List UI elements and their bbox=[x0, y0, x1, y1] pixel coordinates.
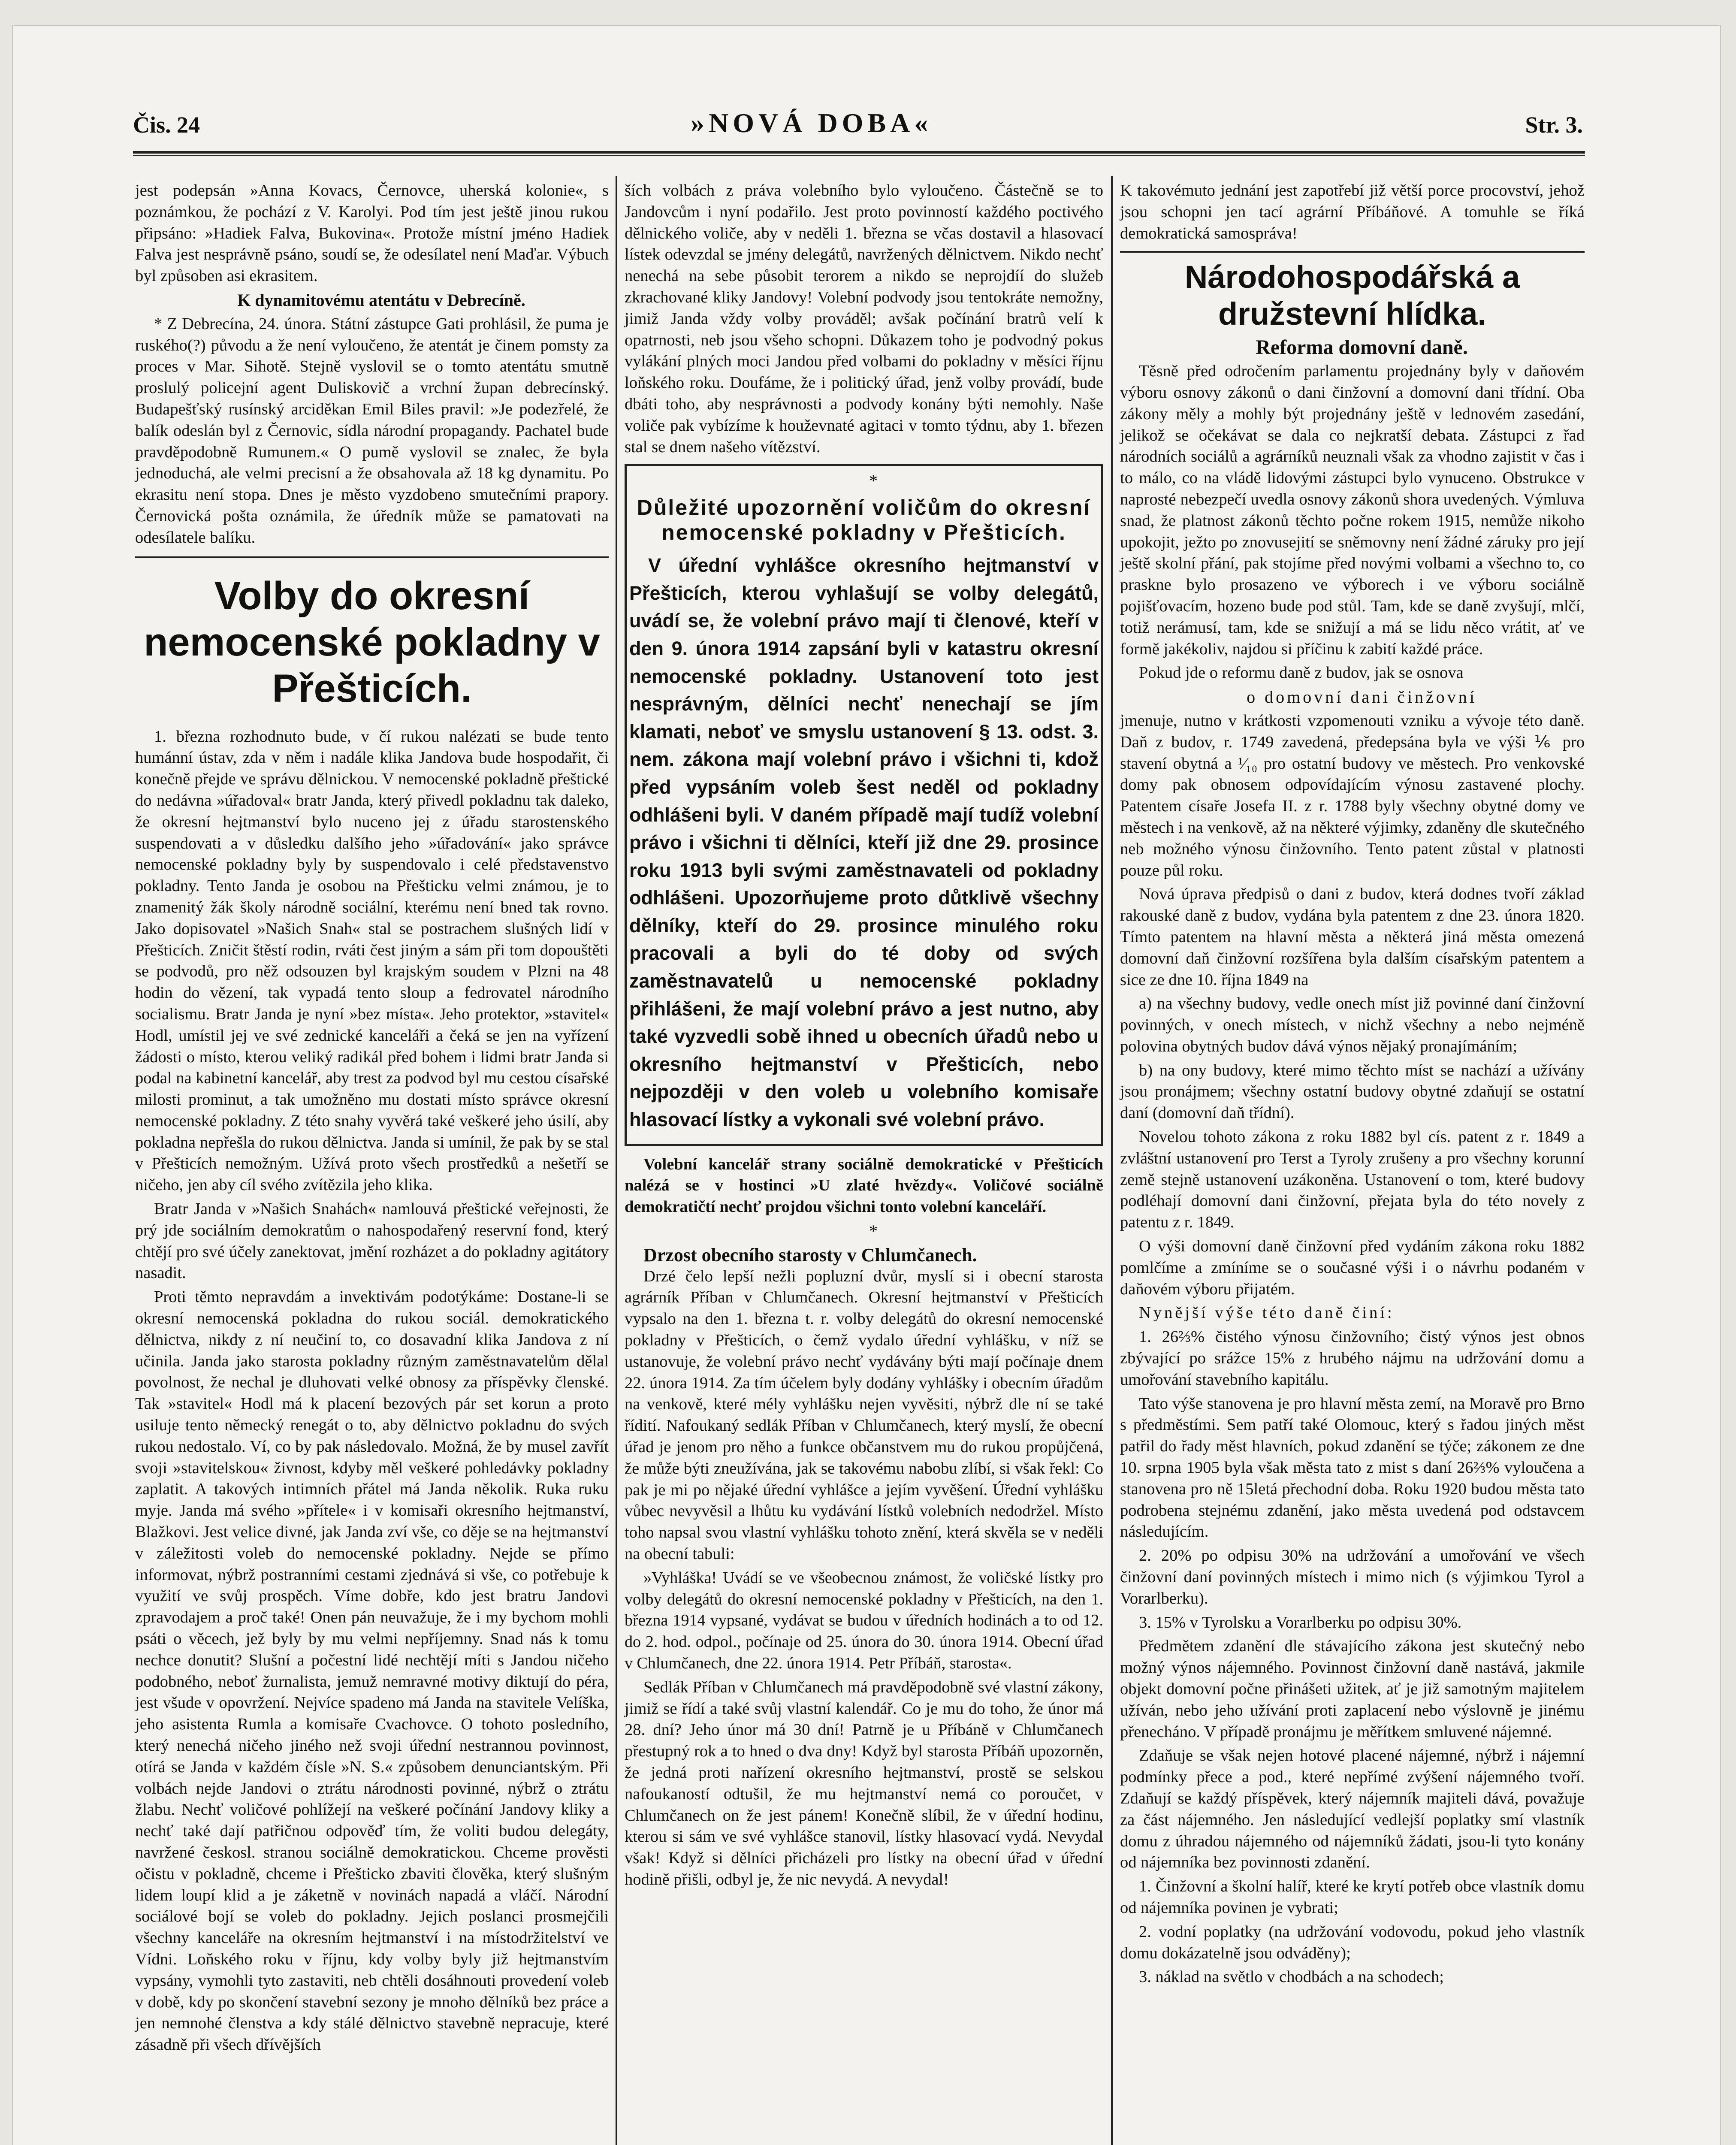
article-text: Nová úprava předpisů o dani z budov, která dodnes tvoří základ rakouské daně z budov, vydána byla patentem z dne 23. února 1820. Tímto patentem na hlavní města a některá jiná města omezená domovní daň činžovní rozšířena byla dalším císařským patentem a sice ze dne 10. října 1849 na bbox=[1120, 885, 1585, 989]
header-rule bbox=[133, 151, 1585, 154]
section-rule bbox=[1120, 251, 1585, 253]
article-text: 1. března rozhodnuto bude, v čí rukou nalézati se bude tento humánní ústav, zda v něm i nadále klika Jandova bude hospodařit, či konečně přejde ve správu dělnickou. V nemocenské pokladně přeštické do nedávna »úřadoval« bratr Janda, který přivedl pokladnu tak daleko, že okresní hejtmanství bylo nuceno jej z úřadu starostenského suspendovati a v důsledku dalšího jeho »úřadování« jako správce nemocenské pokladny byly by suspendovalo i celé představenstvo pokladny. Tento Janda je osobou na Přešticku velmi známou, je to znamenitý žák školy národně sociální, kterému není bned tak rovno. Jako dopisovatel »Našich Snah« stal se postrachem slušných lidí v Přešticích. Zničit štěstí rodin, rváti čest jiným a sám při tom dopouštěti se podvodů, pro něž odsouzen byl krajským soudem v Plzni na 48 hodin do vězení, tak vypadá tento sloup a fedrovatel národního socialismu. Bratr Janda je nyní »bez místa«. Jeho protektor, »stavitel« Hodl, umístil jej ve své zednické kanceláři a čeká se jen na vyřízení žádosti o místo, kterou veliký radikál před bohem i lidmi bratr Janda si podal na kabinetní kancelář, aby trest za podvod byl mu cestou císařské milosti prominut, a tak umožněno mu dostati místo správce okresní nemocenské pokladny. Z této snahy vyvěrá také veškeré jeho úsilí, aby pokladna nepřešla do rukou dělnictva. Janda si umínil, že pak by se stal v Přešticích nemožným. Užívá proto všech prostředků a nešetří se ničeho, jen aby cíl svého zvítězila jeho klika. bbox=[135, 727, 609, 1194]
article-text: Pokud jde o reformu daně z budov, jak se osnova bbox=[1139, 664, 1464, 682]
article-text: jest podepsán »Anna Kovacs, Černovce, uherská kolonie«, s poznámkou, že pochází z V. Karolyi. Pod tím jest ještě jinou rukou připsáno: »Hadiek Falva, Bukovina«. Protože místní jméno Hadiek Falva jest nesprávně psáno, soudí se, že odesílatel není Maďar. Výbuch byl způsoben asi ekrasitem. bbox=[135, 181, 609, 285]
notice-box bbox=[625, 464, 1103, 1146]
issue-number: Čis. 24 bbox=[133, 112, 200, 138]
column-divider-2 bbox=[1111, 176, 1113, 2145]
article-text: Předmětem zdanění dle stávajícího zákona jest skutečný nebo možný výnos nájemného. Povinnost činžovní daně nastává, jakmile objekt domovní počne přinášeti užitek, ať je již samotným majitelem užíván, nebo jeho užívání proti zaplacení nebo výslovně je jinému přenecháno. V případě pronájmu je měřítkem smluvené nájemné. bbox=[1120, 1637, 1585, 1741]
section-rule bbox=[135, 556, 609, 558]
article-text: Tato výše stanovena je pro hlavní města zemí, na Moravě pro Brno s předměstími. Sem patří také Olomouc, který s řadou jiných měst patřil do řady měst hlavních, pokud zdanění se týče; zákonem ze dne 10. srpna 1905 byla však města tato z mist s daní 26⅔% vyloučena a stanovena pro ně 15letá přechodní doba. Roku 1920 budou města tato podrobena stejnému zdanění, jako města uvedená pod odstavcem následujícím. bbox=[1120, 1394, 1585, 1541]
notice-text: V úřední vyhlášce okresního hejtmanství v Přešticích, kterou vyhlašují se volby delegátů, uvádí se, že volební právo mají ti členové, kteří v den 9. února 1914 zapsání byli v katastru okresní nemocenské pokladny. Ustanovení toto jest nesprávným, dělníci nechť nenechají se jím klamati, neboť ve smyslu ustanovení § 13. odst. 3. nem. zákona mají volební právo i všichni ti, kdož před vypsáním voleb šest neděl od pokladny odhlášeni byli. V daném případě mají tudíž volební právo i všichni ti dělníci, kteří již dne 29. prosince roku 1913 byli svými zaměstnavateli od pokladny odhlášeni. Upozorňujeme proto důtklivě všechny dělníky, kteří do 29. prosince minulého roku pracovali a byli do té doby od svých zaměstnavatelů u nemocenské pokladny přihlášeni, že mají volební právo a jest nutno, aby také vyzvedli sobě ihned u obecních úřadů nebo u okresního hejtmanství v Přešticích, nebo nejpozději v den voleb u volebního komisaře hlasovací lístky a vykonali své volební právo. bbox=[629, 554, 1099, 1131]
column-divider-1 bbox=[616, 176, 617, 2145]
notice-headline: Důležité upozornění voličům do okresní nemocenské pokladny v Přešticích. bbox=[637, 495, 1091, 545]
article-text: K takovémuto jednání jest zapotřebí již větší porce procovství, jehož jsou schopni jen tací agrární Příbáňové. A tomuhle se říká demokratická samospráva! bbox=[1120, 181, 1585, 242]
article-text: 2. 20% po odpisu 30% na udržování a umořování ve všech činžovní daní povinných místech i mimo nich (s výjimkou Tyrol a Vorarlberku). bbox=[1120, 1547, 1585, 1607]
article-text: Těsně před odročením parlamentu projednány byly v daňovém výboru osnovy zákonů o dani činžovní a domovní dani třídní. Oba zákony měly a mohly být projednány ještě v lednovém zasedání, jelikož se očekávat se dala co nejkratší debata. Zástupci z řad národních sociálů a agrárníků neuznali však za vhodno zajistit v čas i to málo, co na vládě lidovými zástupci bylo vynuceno. Obstrukce v naprosté nebezpečí uvedla osnovy zákonů shora uvedených. Výmluva snad, že platnost zákonů těchto počne rokem 1915, nemůže nikoho upokojit, ježto po znovusejití se sněmovny není žádné záruky pro její ještě skolní přání, pak stojíme před novými volbami a všechno to, co praskne bylo prosazeno ve výborech i ve výboru sociálně pojišťovacím, hozeno bude pod stůl. Tam, kde se daně zvyšují, mlčí, totiž nerámusí, tam, kde se snižují a má se lidu něco vrátit, ať ve formě jakékoliv, najdou si příčinu k zabití každé práce. bbox=[1120, 362, 1585, 658]
article-lead: Drzost obecního starosty v Chlumčanech. bbox=[643, 1244, 977, 1266]
article-text: Nynější výše této daně činí: bbox=[1139, 1304, 1395, 1322]
article-text: 1. Činžovní a školní halíř, které ke krytí potřeb obce vlastník domu od nájemníka povinen je vybrati; bbox=[1120, 1877, 1585, 1917]
column-2 bbox=[625, 180, 1103, 1893]
article-text: Bratr Janda v »Našich Snahách« namlouvá přeštické veřejnosti, že prý jde sociálním demokratům o nahospodařený reservní fond, který chtějí pro své účely zanektovat, jmění rozházet a do pokladny agitátory nasadit. bbox=[135, 1200, 609, 1282]
article-text: 3. náklad na světlo v chodbách a na schodech; bbox=[1139, 1968, 1444, 1986]
article-text: ších volbách z práva volebního bylo vyloučeno. Částečně se to Jandovcům i nyní podařilo. Jest proto povinností každého poctivého dělnického voliče, aby v neděli 1. března se včas dostavil a hlasovací lístek odevzdal se jmény delegátů, navržených dělnictvem. Nikdo nechť nenechá na sebe působit terorem a nikdo se neprojdíí do služeb zkrachované kliky Jandovy! Volební podvody jsou tentokráte nemožny, jimiž Janda vždy volby prováděl; avšak počínání bratrů velí k opatrnosti, neb jsou všeho schopni. Důkazem toho je podvodný pokus vylákání plných moci Jandou před volbami do pokladny v měsíci říjnu loňského roku. Doufáme, že i politický úřad, jenž volby provádí, bude dbáti toho, aby nesprávnosti a podvody konány býti nemohly. Naše voliče pak vybízíme k houževnaté agitaci v tomto týdnu, aby 1. březen stal se dnem našeho vítězství. bbox=[625, 181, 1103, 456]
article-text: Drzé čelo lepší nežli popluzní dvůr, myslí si i obecní starosta agrárník Příban v Chlumčanech. Okresní hejtmanství v Přešticích vypsalo na den 1. března t. r. volby delegátů do okresní nemocenské pokladny v Přešticích, o čemž vydalo úřední vyhlášku, v níž se ustanovuje, že volební právo nechť vydávány býti mají počínaje dnem 22. února 1914. Za tím účelem byly dodány vyhlášky i obecním úřadům na venkově, které mély vyhlášku nejen vyvěsiti, nýbrž dle ní se také řídití. Nafoukaný sedlák Příban v Chlumčanech, který myslí, že obecní úřad je jenom pro něho a funkce občanstvem mu do rukou propůjčená, že může býti zneužívána, jak se takovému nabobu zlíbí, si však řekl: Co pak je mi po nějaké úřední vyhlášce a jejím vyvěšení. Úřední vyhlášku vůbec nevyvěsil a lhůtu ku vydávání lístků volebních nedodržel. Místo toho napsal svou vlastní vyhlášku tohoto znění, která skvěla se v neděli na obecní tabuli: bbox=[625, 1267, 1103, 1563]
column-3 bbox=[1120, 180, 1585, 1991]
article-text: * Z Debrecína, 24. února. Státní zástupce Gati prohlásil, že puma je ruského(?) původu a že není vyloučeno, že atentát je činem pomsty za proces v Mar. Sihotě. Stejně vyslovil se o tomto atentátu smutně proslulý policejní agent Duliskovič a vrchní župan debrecínský. Budapešťský rusínský arciděkan Emil Biles pravil: »Je podezřelé, že balík odeslán byl z Černovic, sídla národní propagandy. Pachatel bude pravděpodobně Rumunem.« O pumě vyslovil se znalec, že byla jednoduchá, ale velmi precisní a že obsahovala až 18 kg dynamitu. Po ekrasitu není stopa. Dnes je město vyzdobeno smutečními prapory. Černovická pošta oznámila, že úředník může se pamatovati na odesílatele balíku. bbox=[135, 314, 609, 547]
article-text: Proti těmto nepravdám a invektivám podotýkáme: Dostane-li se okresní nemocenská pokladna do rukou sociál. demokratického dělnictva, nikdy z ní neučiní to, co dosavadní klika Jandova z ní učinila. Janda jako starosta pokladny různým zaměstnavatelům dělal povolnost, že nechal je dluhovati velké obnosy za příspěvky členské. Tak »stavitel« Hodl má k placení bezových pár set korun a proto usiluje tento německý renegát o to, aby dělnictvo pokladnu do svých rukou nedostalo. Ví, co by pak následovalo. Možná, že by musel zavřít svoji »stavitelskou« živnost, kdyby měl veškeré pohledávky pokladny zaplatit. A takových intimních přátel má Janda několik. Ruka ruku myje. Janda má svého »přítele« i v komisaři okresního hejtmanství, Blažkovi. Jest velice divné, jak Janda zví vše, co děje se na hejtmanství v záležitosti voleb do nemocenské pokladny. Nejde se přímo informovat, nýbrž postranními cestami zjednává si vše, co potřebuje k využití ve svůj prospěch. Víme dobře, kdo jest bratru Jandovi zpravodajem a proč také! Onen pán neuvažuje, že i my bychom mohli psáti o věcech, jež byly by mu velmi nepříjemny. Snad nás k tomu nechce donutit? Slušní a počestní lidé nechtějí míti s Jandou ničeho podobného, neboť žurnalista, jemuž nemravné motivy diktují do péra, jest všude v opovržení. Nejvíce spadeno má Janda na stavitele Velíška, jeho asistenta Rumla a komisaře Cvachovce. O tohoto posledního, který nenechá ničeho jiného než svoji úřední nestrannou povinnost, otírá se Janda v každém čísle »N. S.« způsobem denunciantským. Při volbách nejde Jandovi o ztrátu národnosti povinné, nýbrž o ztrátu žlabu. Nechť voličové pohlížejí na veškeré počínání Jandovy kliky a nechť také dají patřičnou odpověď tím, že voliti budou delegáty, navržené českosl. stranou sociálně demokratickou. Chceme prověsti očistu v pokladně, chceme i Přešticko zbaviti člověka, který slušným lidem loupí klid a je záketně v novinách napadá a vláčí. Národní sociálové bojí se voleb do pokladny. Jejich poslanci prosmejčili všechny kanceláře na okresním hejtmanství i na místodržitelství ve Vídni. Loňského roku v říjnu, kdy volby byly již hejtmanstvím vypsány, vymohli tyto zastaviti, neb chtěli dosáhnouti provedení voleb v době, kdy po skončení stavební sezony je mnoho dělníků bez práce a jen nemnohé členstva a kdy stálé dělnictvo stavebně nepracuje, které zásadně při všech dřívějších bbox=[135, 1288, 609, 2054]
column-1 bbox=[135, 180, 609, 2058]
article-text: O výši domovní daně činžovní před vydáním zákona roku 1882 pomlčíme a zmíníme se o současné výši i o návrhu podaném v daňovém výboru přijatém. bbox=[1120, 1237, 1585, 1298]
article-text: b) na ony budovy, které mimo těchto míst se nachází a užívány jsou pronájmem; všechny ostatní budovy obytné zdaňují se ostatní daní (domovní daň třídní). bbox=[1120, 1061, 1585, 1122]
newspaper-page bbox=[13, 26, 1720, 2145]
article-text: Sedlák Příban v Chlumčanech má pravděpodobně své vlastní zákony, jimiž se řídí a také svůj vlastní kalendář. Co je mu do toho, že únor má 28. dní? Jeho únor má 30 dní! Patrně je u Příbáně v Chlumčanech přestupný rok a to hned o dva dny! Když byl starosta Příbáň upozorněn, že jedná proti nařízení okresního hejtmanství, prostě se selskou nafoukaností odtušil, že mu hejtmanství nemá co poroučet, v Chlumčanech on že jest pánem! Konečně slíbil, že v úřední hodinu, kterou si sám ve své vyhlášce stanovil, lístky hlasovací vydá. Nevydal však! Když si dělníci přicházeli pro lístky na obecní úřad v úřední hodině přišli, odbyl je, že nic nevydá. A nevydal! bbox=[625, 1678, 1103, 1888]
article-text: 2. vodní poplatky (na udržování vodovodu, pokud jeho vlastník domu dokázatelně jsou odváděny); bbox=[1120, 1922, 1585, 1962]
page-number: Str. 3. bbox=[1525, 112, 1583, 138]
masthead-title: »NOVÁ DOBA« bbox=[691, 108, 933, 138]
header-rule-thin bbox=[133, 155, 1585, 156]
section-headline: Národohospodářská a družstevní hlídka. bbox=[1184, 259, 1520, 332]
quoted-notice bbox=[625, 1568, 1103, 1674]
article-text: Zdaňuje se však nejen hotové placené nájemné, nýbrž i nájemní podmínky přece a pod., které nepřímé zvýšení nájemného tvoří. Zdaňují se každý příspěvek, který nájemník majiteli dává, považuje za část nájemného. Jen následující vedlejší poplatky smí vlastník domu z úhradou nájemného od nájemníků žádati, jsou-li tyto konány od nájemníka bez povinnosti zdanění. bbox=[1120, 1746, 1585, 1872]
subheading: K dynamitovému atentátu v Debrecíně. bbox=[237, 290, 525, 310]
article-text: 1. 26⅔% čistého výnosu činžovního; čistý výnos jest obnos zbývající po srážce 15% z hrubého nájmu na udržování domu a umořování stavebního kapitálu. bbox=[1120, 1328, 1585, 1389]
page-header bbox=[133, 107, 1583, 146]
inline-subheading: o domovní dani činžovní bbox=[1247, 687, 1477, 707]
article-text: Novelou tohoto zákona z roku 1882 byl cís. patent z r. 1849 a zvláštní ustanovení pro Terst a Tyroly zrušeny a pro všechny korunní země stejně ustanovení uzákoněna. Ustanovení o tom, které budovy podléhají domovní dani činžovní, přejata byla do této novely z patentu z r. 1849. bbox=[1120, 1128, 1585, 1232]
article-text: jmenuje, nutno v krátkosti vzpomenouti vzniku a vývoje této daně. Daň z budov, r. 1749 zavedená, předepsána byla ve výši ⅙ pro stavení obytná a ¹⁄₁₀ pro ostatní budovy ve městech. Pro venkovské domy pak obnosem odpovídajícím výnosu zastavené plochy. Patentem císaře Josefa II. z r. 1788 byly všechny obytné domy ve městech i na venkově, až na některé výjimky, zdaněny dle skutečného neb možného výnosu činžovního. Tento patent zůstal v platnosti pouze půl roku. bbox=[1120, 711, 1585, 879]
article-text: Volební kancelář strany sociálně demokratické v Přešticích nalézá se v hostinci »U zlaté hvězdy«. Voličové sociálně demokratičtí nechť projdou všichni tonto volební kanceláří. bbox=[625, 1155, 1103, 1216]
separator-star: * bbox=[869, 471, 878, 491]
article-text: a) na všechny budovy, vedle onech míst již povinné daní činžovní povinných, v onech místech, v nichž všechny a nebo nejméně polovina obytných budov dává výnos nějaký pronajímáním; bbox=[1120, 994, 1585, 1055]
quoted-notice-text: »Vyhláška! Uvádí se ve všeobecnou známost, že voličské lístky pro volby delegátů do okresní nemocenské pokladny v Přešticích, na den 1. března 1914 vypsané, vydávat se budou v úředních hodinách a to od 12. do 2. hod. odpol., počínaje od 25. února do 30. února 1914. Obecní úřad v Chlumčanech, dne 22. února 1914. Petr Příbáň, starosta«. bbox=[625, 1568, 1103, 1672]
article-headline: Volby do okresní nemocenské pokladny v Přešticích. bbox=[144, 574, 600, 710]
notice-body bbox=[629, 552, 1099, 1133]
article-subheading: Reforma domovní daně. bbox=[1256, 336, 1468, 359]
article-text: 3. 15% v Tyrolsku a Vorarlberku po odpisu 30%. bbox=[1139, 1613, 1462, 1631]
separator-star: * bbox=[869, 1221, 878, 1241]
